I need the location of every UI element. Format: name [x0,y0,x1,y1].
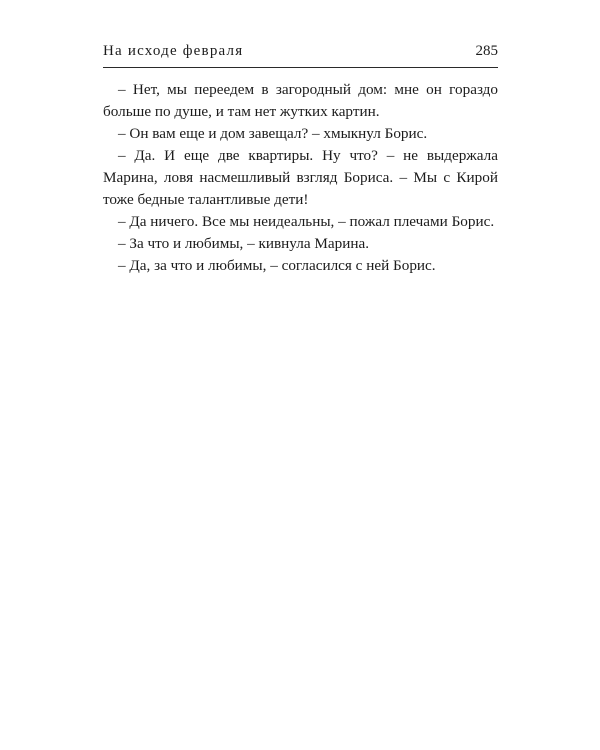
paragraph: – Да, за что и любимы, – согласился с ней Борис. [118,257,436,274]
paragraph: – Да. И еще две квартиры. Ну что? – не выдержала Марина, ловя насмешливый взгляд Бориса. – Мы с Кирой тоже бедные талантливые дети! [103,147,498,208]
paragraph: – Он вам еще и дом завещал? – хмыкнул Борис. [118,125,428,142]
running-title: На исходе февраля [103,43,244,59]
paragraph: – Да ничего. Все мы неидеальны, – пожал плечами Борис. [118,213,495,230]
paragraph: – За что и любимы, – кивнула Марина. [118,235,369,252]
page-header [103,37,498,68]
body-text [103,79,498,277]
paragraph: – Нет, мы переедем в загородный дом: мне он гораздо больше по душе, и там нет жутких картин. [103,81,498,120]
page-number: 285 [475,43,498,59]
